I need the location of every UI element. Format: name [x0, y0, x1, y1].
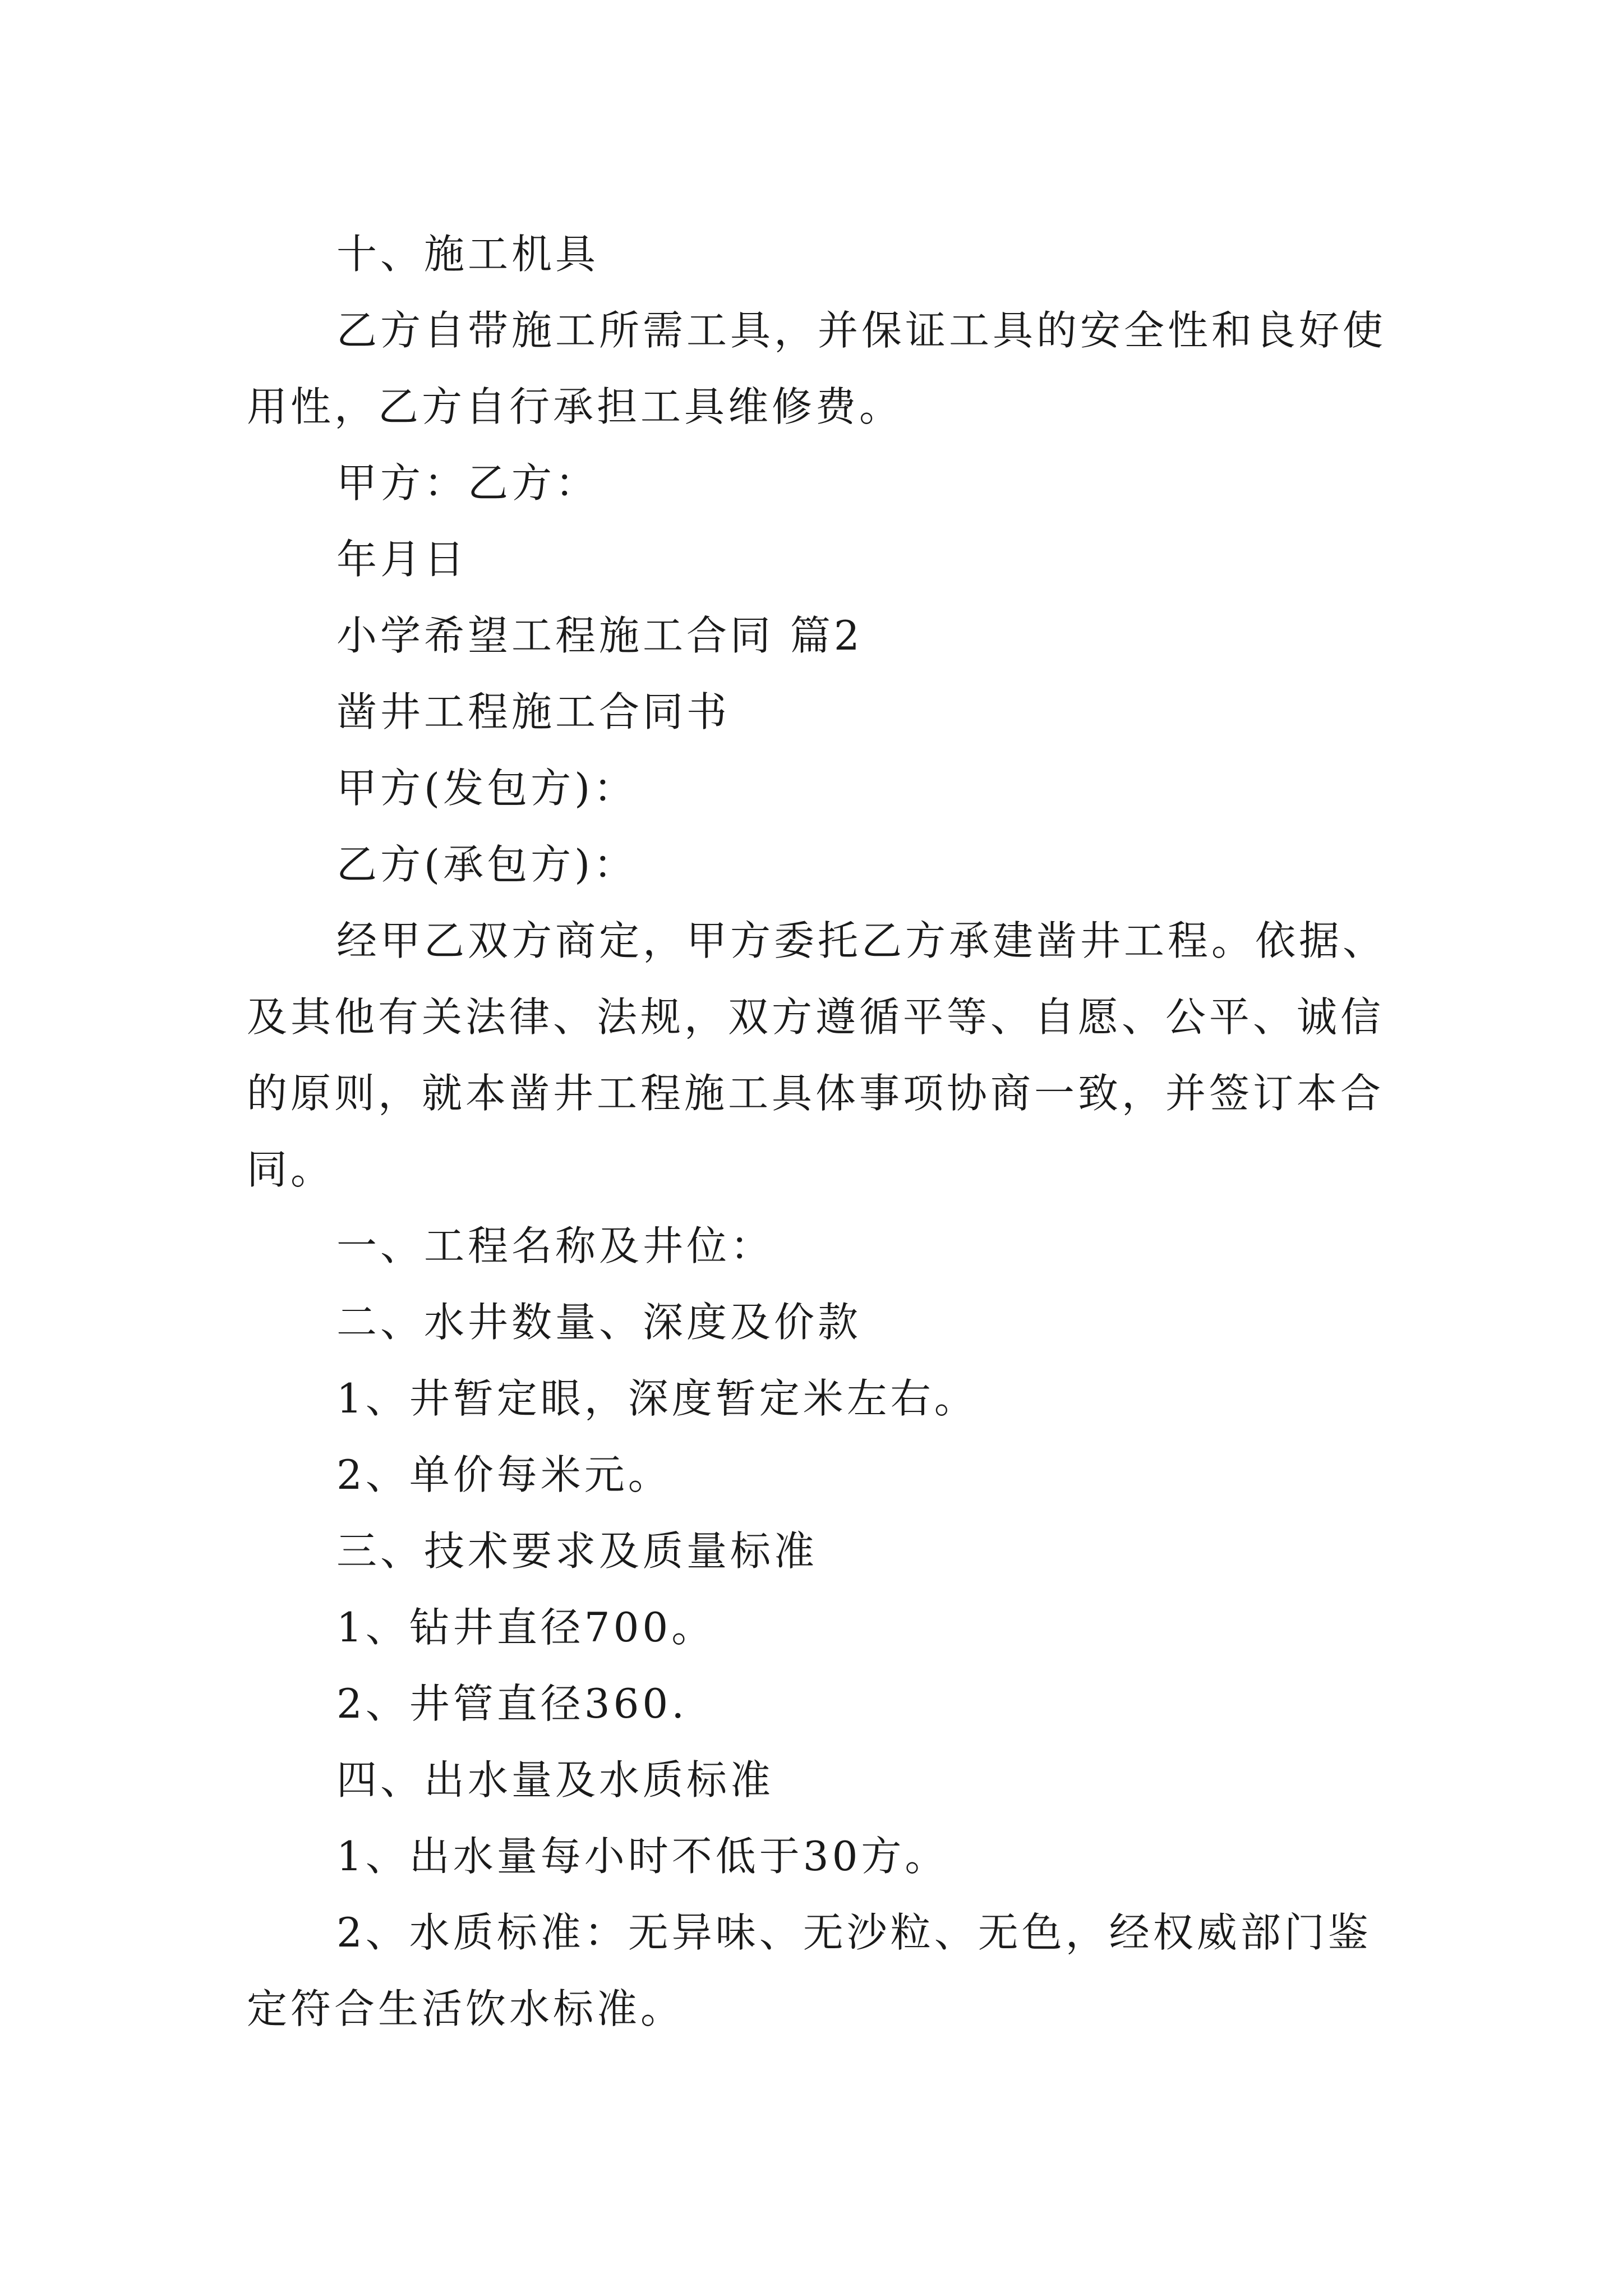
clause-item-drill-diameter: 1、钻井直径700。	[336, 1604, 716, 1651]
clause-item-unit-price: 2、单价每米元。	[336, 1451, 672, 1498]
document-body	[247, 216, 1408, 2047]
section-heading-construction-tools: 十、施工机具	[336, 231, 600, 278]
clause-item-water-quality: 2、水质标准：无异味、无沙粒、无色，经权威部门鉴定符合生活饮水标准。	[247, 1909, 1372, 2032]
contract-section-title: 小学希望工程施工合同 篇2	[336, 612, 863, 659]
clause-heading-technical: 三、技术要求及质量标准	[336, 1527, 818, 1575]
clause-heading-water-output: 四、出水量及水质标准	[336, 1756, 774, 1803]
contract-preamble: 经甲乙双方商定，甲方委托乙方承建凿井工程。依据、及其他有关法律、法规，双方遵循平等、自愿、公平、诚信的原则，就本凿井工程施工具体事项协商一致，并签订本合同。	[247, 917, 1387, 1193]
paragraph-tools-responsibility: 乙方自带施工所需工具，并保证工具的安全性和良好使用性，乙方自行承担工具维修费。	[247, 307, 1387, 430]
contract-title: 凿井工程施工合同书	[336, 688, 731, 735]
clause-item-well-count: 1、井暂定眼，深度暂定米左右。	[336, 1375, 978, 1422]
party-b-line: 乙方(承包方)：	[336, 841, 638, 888]
signature-date: 年月日	[336, 536, 468, 583]
clause-heading-project-name: 一、工程名称及井位：	[336, 1222, 774, 1269]
clause-item-water-output: 1、出水量每小时不低于30方。	[336, 1833, 949, 1880]
clause-heading-well-quantity: 二、水井数量、深度及价款	[336, 1299, 862, 1346]
clause-item-pipe-diameter: 2、井管直径360.	[336, 1680, 688, 1727]
party-a-line: 甲方(发包方)：	[336, 765, 638, 812]
signature-parties: 甲方：乙方：	[336, 459, 600, 507]
